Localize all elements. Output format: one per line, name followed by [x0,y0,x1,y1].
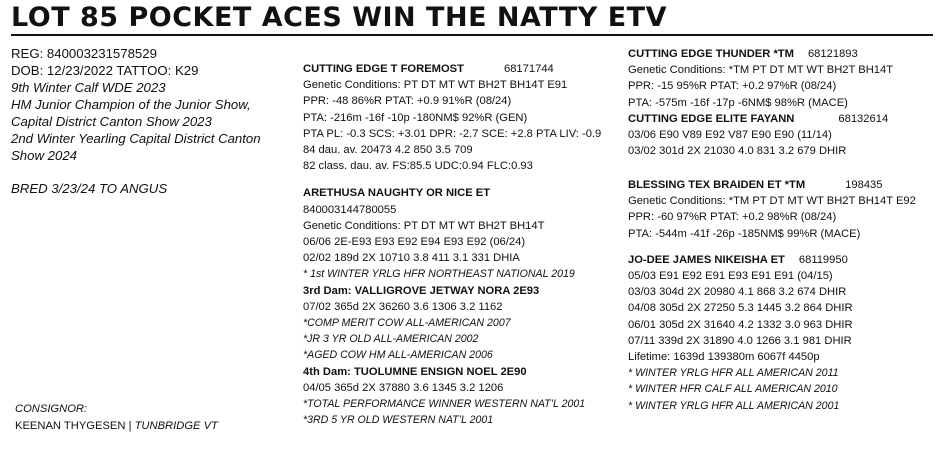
reg-number: REG: 840003231578529 [11,46,157,61]
dam-sire-line: Genetic Conditions: *TM PT DT MT WT BH2T BH14T E92 [628,195,916,208]
consignor-block [15,401,218,435]
dam-dam-honor: * WINTER HFR CALF ALL AMERICAN 2010 [628,383,838,396]
dam-dam-line: Lifetime: 1639d 139380m 6067f 4450p [628,351,820,364]
dam-dam-line: 03/03 304d 2X 20980 4.1 868 3.2 674 DHIR [628,286,847,299]
consignor-name: KEENAN THYGESEN [15,420,126,432]
sire-dam-name: CUTTING EDGE ELITE FAYANN [628,112,795,125]
fourth-dam-line: 04/05 365d 2X 37880 3.6 1345 3.2 1206 [303,381,504,394]
dam-dam-reg: 68119950 [798,253,848,266]
honor-line: Show 2024 [11,148,77,163]
sire-line: 84 dau. av. 20473 4.2 850 3.5 709 [303,144,473,157]
honor-line: HM Junior Champion of the Junior Show, [11,97,251,112]
sire-line: PPR: -48 86%R PTAT: +0.9 91%R (08/24) [303,95,512,108]
third-dam-honor: *JR 3 YR OLD ALL-AMERICAN 2002 [303,333,479,346]
dob-tattoo: DOB: 12/23/2022 TATTOO: K29 [11,63,199,78]
pedigree-middle [303,61,601,428]
dam-dam-line: 04/08 305d 2X 27250 5.3 1445 3.2 864 DHIR [628,302,853,315]
third-dam-honor: *AGED COW HM ALL-AMERICAN 2006 [303,349,493,362]
dam-name: ARETHUSA NAUGHTY OR NICE ET [303,187,491,200]
sire-line: PTA: -216m -16f -10p -180NM$ 92%R (GEN) [303,111,528,124]
pedigree-right-dam [628,177,916,414]
honor-line: Capital District Canton Show 2023 [11,114,212,129]
third-dam-name: 3rd Dam: VALLIGROVE JETWAY NORA 2E93 [303,284,540,297]
honor-line: 9th Winter Calf WDE 2023 [11,80,166,95]
dam-sire-reg: 198435 [845,179,883,191]
dam-sire-name: BLESSING TEX BRAIDEN ET *TM [628,179,806,191]
consignor-label: CONSIGNOR: [15,403,88,415]
sire-name: CUTTING EDGE T FOREMOST [303,63,464,75]
dam-sire-line: PTA: -544m -41f -26p -185NM$ 99%R (MACE) [628,227,861,240]
dam-dam-honor: * WINTER YRLG HFR ALL AMERICAN 2011 [628,367,839,380]
sire-dam-line: 03/06 E90 V89 E92 V87 E90 E90 (11/14) [628,129,832,142]
dam-dam-line: 06/01 305d 2X 31640 4.2 1332 3.0 963 DHIR [628,318,853,331]
dam-reg: 840003144780055 [303,203,397,216]
sire-dam-line: 03/02 301d 2X 21030 4.0 831 3.2 679 DHIR [628,145,847,158]
dam-dam-line: 05/03 E91 E92 E91 E93 E91 E91 (04/15) [628,270,833,283]
dam-dam-name: JO-DEE JAMES NIKEISHA ET [628,253,785,266]
bred-info: BRED 3/23/24 TO ANGUS [11,181,168,196]
sire-sire-line: PPR: -15 95%R PTAT: +0.2 97%R (08/24) [628,80,837,93]
lot-title: LOT 85 POCKET ACES WIN THE NATTY ETV [11,2,667,33]
dam-sire-line: PPR: -60 97%R PTAT: +0.2 98%R (08/24) [628,211,837,224]
sire-sire-line: PTA: -575m -16f -17p -6NM$ 98%R (MACE) [628,96,848,109]
third-dam-line: 07/02 365d 2X 36260 3.6 1306 3.2 1162 [303,300,503,313]
sire-line: 82 class. dau. av. FS:85.5 UDC:0.94 FLC:0.93 [303,160,533,173]
sire-line: Genetic Conditions: PT DT MT WT BH2T BH14T E91 [303,79,568,92]
title-rule [11,34,933,36]
dam-line: 06/06 2E-E93 E93 E92 E94 E93 E92 (06/24) [303,236,526,249]
dam-dam-line: 07/11 339d 2X 31890 4.0 1266 3.1 981 DHIR [628,334,852,347]
sire-sire-line: Genetic Conditions: *TM PT DT MT WT BH2T BH14T [628,64,894,77]
sire-reg: 68171744 [503,63,554,75]
sire-sire-reg: 68121893 [807,48,858,60]
animal-info [11,45,261,197]
dam-dam-honor: * WINTER YRLG HFR ALL AMERICAN 2001 [628,399,840,412]
consignor-location: TUNBRIDGE VT [134,420,218,432]
dam-line: Genetic Conditions: PT DT MT WT BH2T BH14T [303,219,545,232]
dam-honor: * 1st WINTER YRLG HFR NORTHEAST NATIONAL 2019 [303,268,575,281]
sire-dam-reg: 68132614 [838,112,889,125]
pedigree-right [628,46,893,159]
fourth-dam-name: 4th Dam: TUOLUMNE ENSIGN NOEL 2E90 [303,365,527,378]
third-dam-honor: *COMP MERIT COW ALL-AMERICAN 2007 [303,317,511,330]
honor-line: 2nd Winter Yearling Capital District Canton [11,131,261,146]
sire-sire-name: CUTTING EDGE THUNDER *TM [628,48,794,60]
separator: | [128,420,132,432]
fourth-dam-honor: *TOTAL PERFORMANCE WINNER WESTERN NAT’L 2001 [303,398,586,411]
fourth-dam-honor: *3RD 5 YR OLD WESTERN NAT’L 2001 [303,414,494,427]
dam-line: 02/02 189d 2X 10710 3.8 411 3.1 331 DHIA [303,252,520,265]
sire-line: PTA PL: -0.3 SCS: +3.01 DPR: -2.7 SCE: +2.8 PTA LIV: -0.9 [303,127,602,140]
